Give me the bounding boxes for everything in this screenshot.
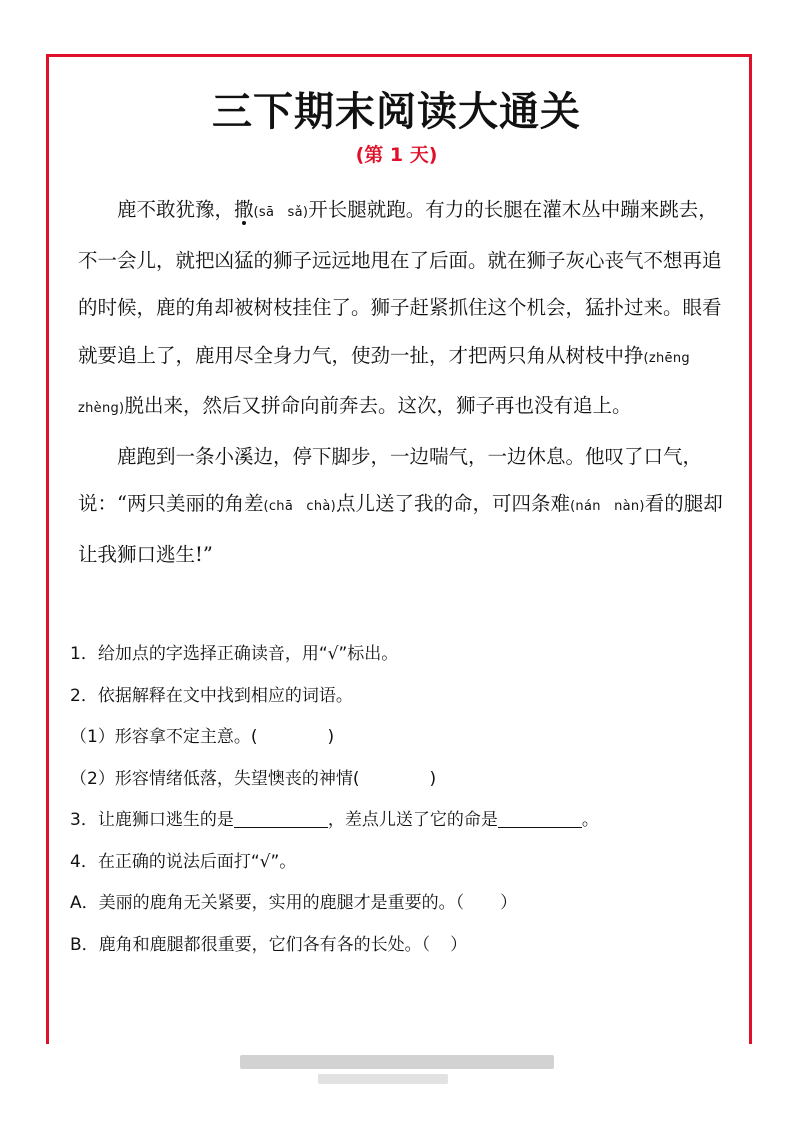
pinyin-option: (nán nàn) [570, 499, 645, 514]
question-list [70, 634, 730, 966]
question-4: 4．在正确的说法后面打“√”。 [70, 851, 297, 872]
paragraph-text: 点儿送了我的命，可四条难 [336, 492, 571, 515]
paragraph-text: 脱出来，然后又拼命向前奔去。这次，狮子再也没有追上。 [124, 394, 632, 417]
answer-underline[interactable] [234, 809, 328, 828]
dotted-character: 撒 [234, 198, 254, 221]
paragraph-text: 鹿不敢犹豫， [117, 198, 235, 221]
question-text: 。 [581, 810, 599, 830]
blurred-watermark [240, 1055, 554, 1069]
question-text: ) [327, 727, 335, 747]
page-title: 三下期末阅读大通关 [212, 89, 581, 135]
pinyin-option: (zhēng zhèng) [78, 350, 704, 416]
day-subtitle: (第 1 天) [355, 144, 438, 166]
paragraph-text: 开长腿就跑。有力的长腿在灌木丛中蹦来跳去，不一会儿，就把凶猛的狮子远远地甩在了后面。就在狮子灰心丧气不想再追的时候，鹿的角却被树枝挂住了。狮子赶紧抓住这个机会，猛扑过来。眼看就要追上了，鹿用尽全身力气，使劲一扯，才把两只角从树枝中挣 [78, 198, 722, 367]
paragraph-text: 鹿跑到一条小溪边，停下脚步，一边喘气，一边休息。他叹了口气，说：“两只美丽的角差 [78, 444, 703, 515]
option-text: ） [450, 934, 468, 955]
passage-paragraph-1 [78, 186, 728, 433]
option-b [70, 925, 730, 967]
option-text: ） [500, 893, 518, 913]
question-text: ，差点儿送了它的命是 [327, 810, 498, 830]
question-text: 3．让鹿狮口逃生的是 [70, 810, 234, 830]
question-1: 1．给加点的字选择正确读音，用“√”标出。 [70, 644, 399, 664]
question-2: 2．依据解释在文中找到相应的词语。 [70, 685, 353, 706]
question-text: ) [429, 768, 437, 789]
question-2-1 [70, 717, 730, 759]
passage-paragraph-2 [78, 433, 728, 579]
paragraph-text: 看的腿却让我狮口逃生!” [78, 492, 723, 566]
question-3 [70, 800, 730, 842]
question-text: （1）形容拿不定主意。( [70, 727, 258, 747]
question-2-2 [70, 759, 730, 801]
blurred-watermark [318, 1074, 448, 1084]
option-text: B．鹿角和鹿腿都很重要，它们各有各的长处。（ [70, 934, 431, 955]
answer-underline[interactable] [498, 809, 582, 828]
option-text: A．美丽的鹿角无关紧要，实用的鹿腿才是重要的。（ [70, 893, 465, 913]
option-a [70, 883, 730, 925]
pinyin-option: (sā sǎ) [253, 205, 309, 220]
pinyin-option: (chā chà) [263, 499, 337, 514]
reading-passage [78, 186, 728, 578]
question-text: （2）形容情绪低落，失望懊丧的神情( [70, 768, 360, 789]
